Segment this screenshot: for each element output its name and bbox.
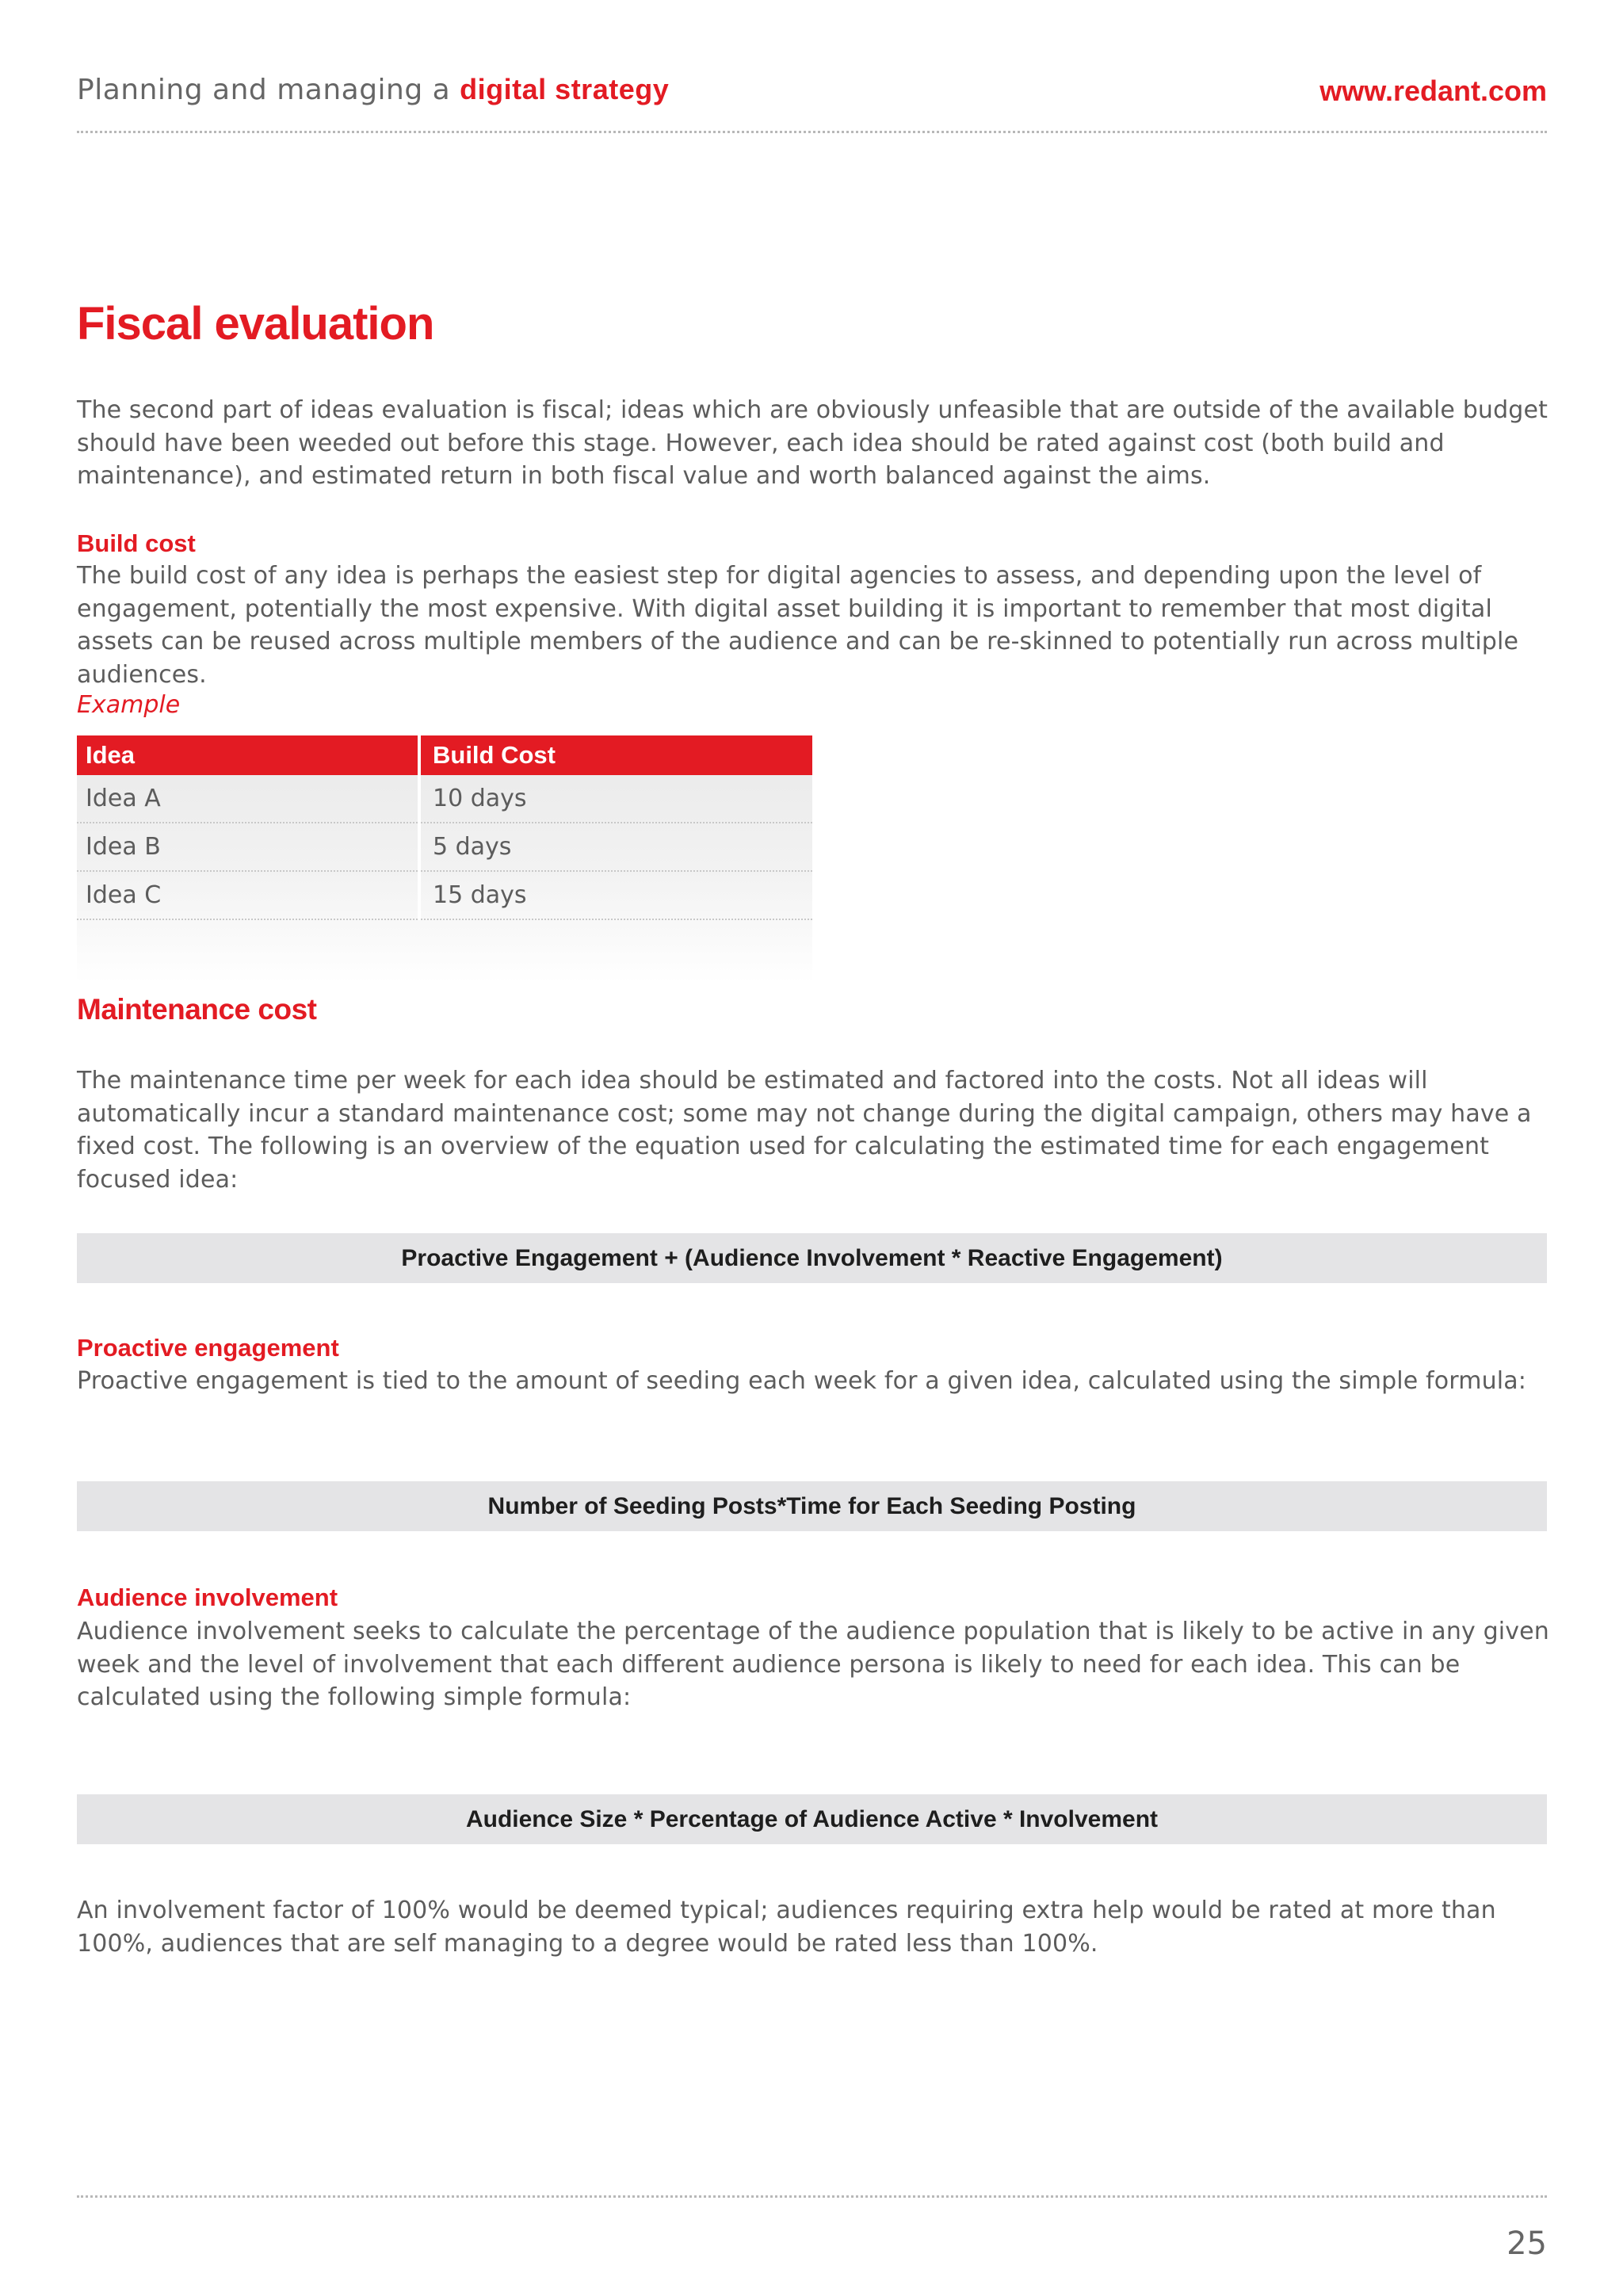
intro-paragraph: The second part of ideas evaluation is fiscal; ideas which are obviously unfeasible that are outside of the available budget should have been weeded out before this stage. However, each idea should be rated against cost (both build and maintenance), and estimated return in both fiscal value and worth balanced against the aims. (77, 396, 1548, 490)
maintenance-formula-box: Proactive Engagement + (Audience Involvement * Reactive Engagement) (77, 1233, 1547, 1283)
table-cell-build-cost: 5 days (419, 823, 812, 871)
table-row (77, 775, 812, 823)
maintenance-cost-paragraph: The maintenance time per week for each idea should be estimated and factored into the costs. Not all ideas will automatically incur a standard maintenance cost; some may not change during the digital campaign, others may have a fixed cost. The following is an overview of the equation used for calculating the estimated time for each engagement focused idea: (77, 1067, 1532, 1194)
table-header-row (77, 735, 812, 775)
section-title: Fiscal evaluation (77, 298, 434, 350)
involvement-note-paragraph: An involvement factor of 100% would be deemed typical; audiences requiring extra help would be rated at more than 100%, audiences that are self managing to a degree would be rated less than 100%. (77, 1897, 1496, 1958)
page-number: 25 (1507, 2225, 1547, 2262)
header-title (77, 73, 669, 106)
table-header-idea: Idea (77, 735, 419, 775)
header-url-link[interactable]: www.redant.com (1319, 74, 1547, 107)
table-cell-build-cost: 15 days (419, 871, 812, 919)
footer-divider (77, 2195, 1547, 2198)
maintenance-cost-heading: Maintenance cost (77, 993, 317, 1026)
audience-formula-box: Audience Size * Percentage of Audience Active * Involvement (77, 1794, 1547, 1844)
example-label: Example (77, 691, 181, 719)
proactive-engagement-paragraph: Proactive engagement is tied to the amount of seeding each week for a given idea, calculated using the simple formula: (77, 1367, 1527, 1395)
table-cell-idea: Idea A (77, 775, 419, 823)
proactive-engagement-heading: Proactive engagement (77, 1334, 339, 1362)
audience-involvement-paragraph: Audience involvement seeks to calculate the percentage of the audience population that is likely to be active in any given week and the level of involvement that each different audience persona is likely to need for each idea. This can be calculated using the following simple formula: (77, 1618, 1549, 1711)
table-row (77, 871, 812, 919)
page-header (77, 70, 1547, 114)
proactive-formula-box: Number of Seeding Posts*Time for Each Seeding Posting (77, 1481, 1547, 1531)
table-header-build-cost: Build Cost (419, 735, 812, 775)
table-cell-idea: Idea B (77, 823, 419, 871)
build-cost-paragraph: The build cost of any idea is perhaps the easiest step for digital agencies to assess, and depending upon the level of engagement, potentially the most expensive. With digital asset building it is important to remember that most digital assets can be reused across multiple members of the audience and can be re-skinned to potentially run across multiple audiences. (77, 562, 1519, 689)
table-row (77, 823, 812, 871)
header-divider (77, 131, 1547, 133)
header-title-accent: digital strategy (460, 73, 670, 105)
build-cost-table (77, 735, 812, 920)
build-cost-heading: Build cost (77, 529, 196, 557)
table-cell-build-cost: 10 days (419, 775, 812, 823)
build-cost-table-wrapper (77, 735, 812, 983)
header-title-plain: Planning and managing a (77, 74, 460, 106)
table-cell-idea: Idea C (77, 871, 419, 919)
audience-involvement-heading: Audience involvement (77, 1584, 338, 1611)
